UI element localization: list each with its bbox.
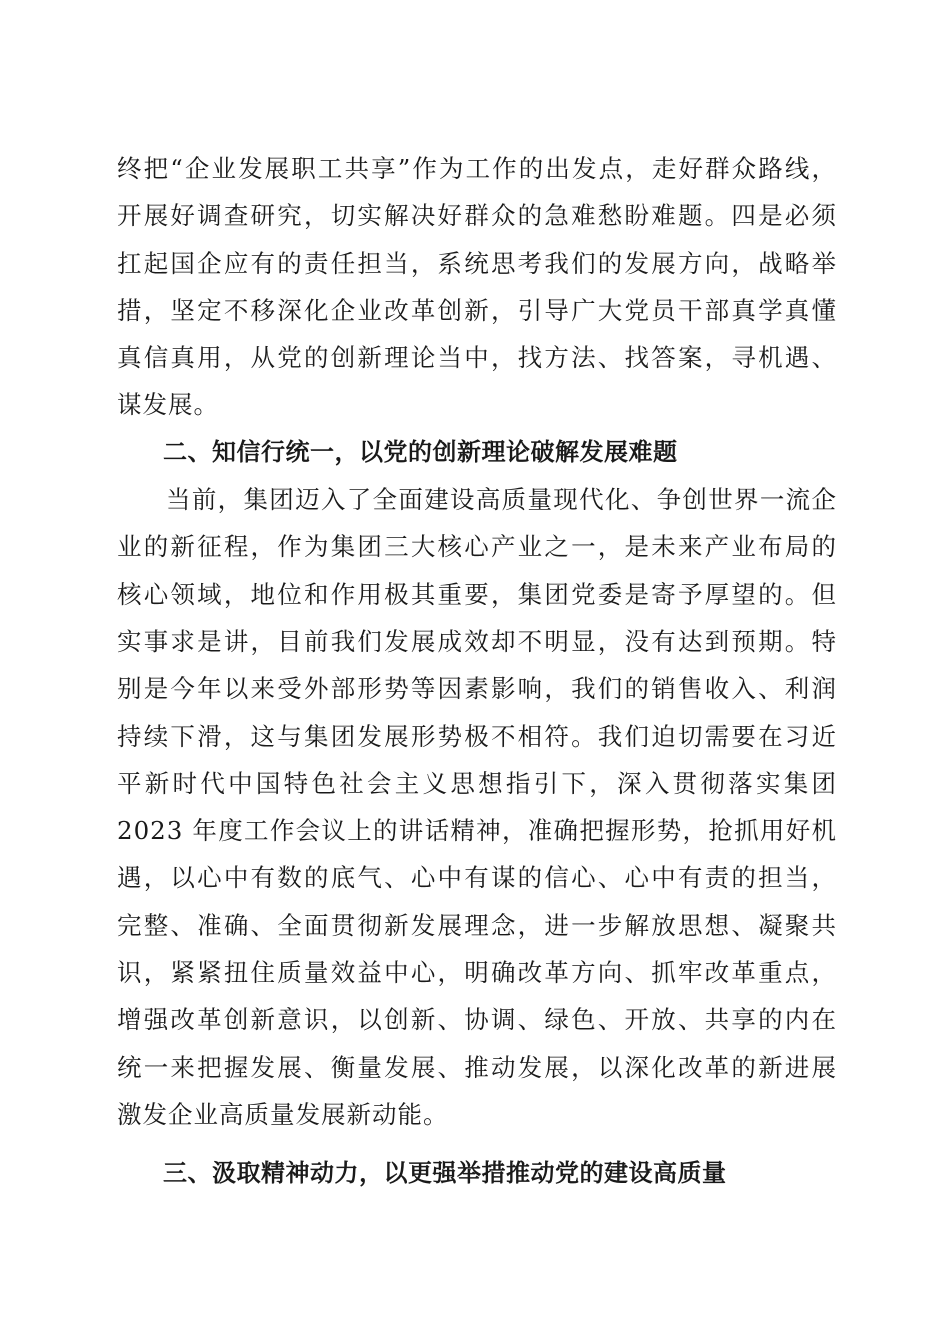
text-line: 平新时代中国特色社会主义思想指引下，深入贯彻落实集团 <box>117 768 837 798</box>
text-line: 实事求是讲，目前我们发展成效却不明显，没有达到预期。特 <box>117 626 837 656</box>
text-line: 统一来把握发展、衡量发展、推动发展，以深化改革的新进展 <box>117 1052 837 1082</box>
document-body <box>117 145 837 1198</box>
section-two-paragraph <box>117 476 837 1138</box>
text-line: 遇，以心中有数的底气、心中有谋的信心、心中有责的担当， <box>117 863 837 893</box>
text-line: 别是今年以来受外部形势等因素影响，我们的销售收入、利润 <box>117 674 837 704</box>
text-line: 终把“企业发展职工共享”作为工作的出发点，走好群众路线， <box>117 154 837 183</box>
text-line: 持续下滑，这与集团发展形势极不相符。我们迫切需要在习近 <box>117 721 837 751</box>
text-line: 措，坚定不移深化企业改革创新，引导广大党员干部真学真懂 <box>117 295 837 325</box>
text-line: 增强改革创新意识，以创新、协调、绿色、开放、共享的内在 <box>117 1005 837 1035</box>
text-line: 识，紧紧扭住质量效益中心，明确改革方向、抓牢改革重点， <box>117 958 837 988</box>
text-line: 业的新征程，作为集团三大核心产业之一，是未来产业布局的 <box>117 532 837 562</box>
text-line: 2023 年度工作会议上的讲话精神，准确把握形势，抢抓用好机 <box>117 816 837 846</box>
section-two-heading: 二、知信行统一，以党的创新理论破解发展难题 <box>163 437 678 466</box>
continued-paragraph <box>117 145 837 429</box>
text-line: 开展好调查研究，切实解决好群众的急难愁盼难题。四是必须 <box>117 201 837 231</box>
text-line: 当前，集团迈入了全面建设高质量现代化、争创世界一流企 <box>166 485 837 515</box>
text-line: 完整、准确、全面贯彻新发展理念，进一步解放思想、凝聚共 <box>117 910 837 940</box>
text-line: 核心领域，地位和作用极其重要，集团党委是寄予厚望的。但 <box>117 579 837 609</box>
text-line: 谋发展。 <box>117 390 219 420</box>
section-three-heading: 三、汲取精神动力，以更强举措推动党的建设高质量 <box>163 1159 727 1188</box>
text-line: 真信真用，从党的创新理论当中，找方法、找答案，寻机遇、 <box>117 343 837 373</box>
text-line: 激发企业高质量发展新动能。 <box>117 1099 449 1129</box>
text-line: 扛起国企应有的责任担当，系统思考我们的发展方向，战略举 <box>117 248 837 278</box>
